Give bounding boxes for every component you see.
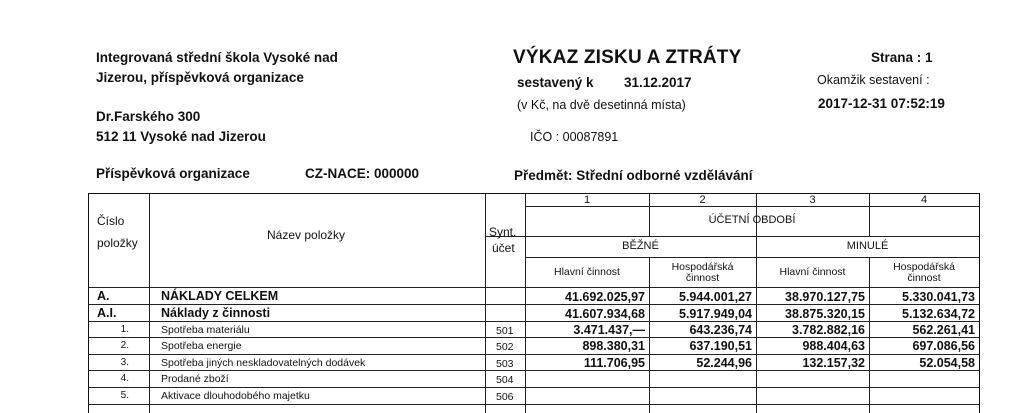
units-note: (v Kč, na dvě desetinná místa) [517, 98, 686, 112]
row-value: 111.706,95 [583, 356, 645, 370]
report-title: VÝKAZ ZISKU A ZTRÁTY [513, 47, 742, 68]
column-number-1: 1 [583, 194, 591, 206]
divider [89, 287, 979, 288]
row-number: 4. [120, 373, 129, 384]
header-accounting-period: ÚČETNÍ OBDOBÍ [708, 214, 796, 226]
row-value: 41.692.025,97 [565, 290, 645, 304]
nace-code: CZ-NACE: 000000 [305, 166, 420, 181]
row-number: 2. [120, 340, 129, 351]
row-value: 38.875.320,15 [785, 307, 865, 321]
header-economic-activity-current-1: Hospodářská [671, 261, 734, 273]
compiled-date: 31.12.2017 [624, 75, 692, 90]
row-value: 562.261,41 [912, 323, 975, 337]
row-value: 5.330.041,73 [902, 290, 975, 304]
divider [525, 257, 979, 258]
header-cislo: Číslo [97, 214, 125, 228]
organization-name-line2: Jizerou, příspěvková organizace [96, 70, 304, 85]
divider [89, 354, 979, 355]
divider [485, 236, 979, 237]
organization-city: 512 11 Vysoké nad Jizerou [96, 129, 266, 144]
row-number: A.I. [97, 306, 117, 320]
report-subject: Předmět: Střední odborné vzdělávání [514, 168, 753, 183]
organization-name-line1: Integrovaná střední škola Vysoké nad [96, 50, 338, 65]
column-number-2: 2 [699, 194, 706, 206]
row-value: 52.244,96 [696, 356, 752, 370]
row-number: 5. [120, 390, 129, 401]
row-label: Spotřeba jiných neskladovatelných dodávek [161, 357, 366, 369]
row-value: 132.157,32 [802, 356, 865, 370]
compiled-label: sestavený k [517, 75, 594, 90]
divider [89, 404, 979, 405]
moment-label: Okamžik sestavení : [817, 73, 930, 87]
row-label: Spotřeba energie [161, 340, 242, 352]
row-number: 1. [120, 324, 129, 335]
header-current: BĚŽNÉ [622, 240, 659, 252]
header-previous: MINULÉ [846, 240, 889, 252]
row-value: 41.607.934,68 [565, 307, 645, 321]
divider [89, 304, 979, 305]
organization-street: Dr.Farského 300 [96, 109, 201, 124]
page-number: Strana : 1 [871, 50, 933, 65]
divider [89, 321, 979, 322]
ico-number: IČO : 00087891 [530, 130, 619, 144]
header-economic-activity-previous-2: činnost [907, 272, 941, 284]
row-account: 506 [496, 391, 514, 403]
row-value: 3.782.882,16 [792, 323, 865, 337]
row-value: 697.086,56 [912, 339, 975, 353]
header-polozky: položky [97, 236, 138, 250]
row-account: 502 [496, 341, 514, 353]
row-account: 503 [496, 358, 514, 370]
header-economic-activity-previous-1: Hospodářská [893, 261, 955, 273]
row-label: Spotřeba materiálu [161, 324, 250, 336]
row-value: 643.236,74 [689, 323, 752, 337]
row-value: 5.132.634,72 [902, 307, 975, 321]
profit-loss-table [88, 193, 980, 413]
row-value: 637.190,51 [689, 339, 752, 353]
row-label: Aktivace dlouhodobého majetku [161, 390, 310, 402]
row-value: 988.404,63 [802, 339, 865, 353]
divider [89, 387, 979, 388]
header-economic-activity-current-2: činnost [685, 272, 720, 284]
row-value: 5.944.001,27 [679, 290, 752, 304]
header-item-name: Název položky [267, 228, 346, 242]
row-label: Prodané zboží [161, 373, 229, 385]
moment-value: 2017-12-31 07:52:19 [818, 96, 945, 111]
divider [89, 370, 979, 371]
row-value: 52.054,58 [919, 356, 975, 370]
row-label: Náklady z činnosti [161, 306, 271, 320]
row-label: NÁKLADY CELKEM [161, 289, 279, 303]
row-account: 504 [496, 374, 514, 386]
organization-type: Příspěvková organizace [96, 166, 250, 181]
row-number: A. [97, 289, 110, 303]
row-number: 3. [120, 357, 129, 368]
header-ucet: účet [492, 241, 515, 255]
header-main-activity-current: Hlavní činnost [554, 266, 620, 278]
header-synt: Synt. [489, 225, 517, 239]
header-main-activity-previous: Hlavní činnost [779, 266, 846, 278]
divider [525, 206, 979, 207]
column-number-4: 4 [920, 194, 928, 206]
row-value: 5.917.949,04 [679, 307, 752, 321]
row-account: 501 [496, 325, 514, 337]
column-number-3: 3 [809, 194, 816, 206]
divider [89, 337, 979, 338]
row-value: 898.380,31 [582, 339, 645, 353]
row-value: 3.471.437,— [573, 323, 645, 337]
row-value: 38.970.127,75 [785, 290, 865, 304]
